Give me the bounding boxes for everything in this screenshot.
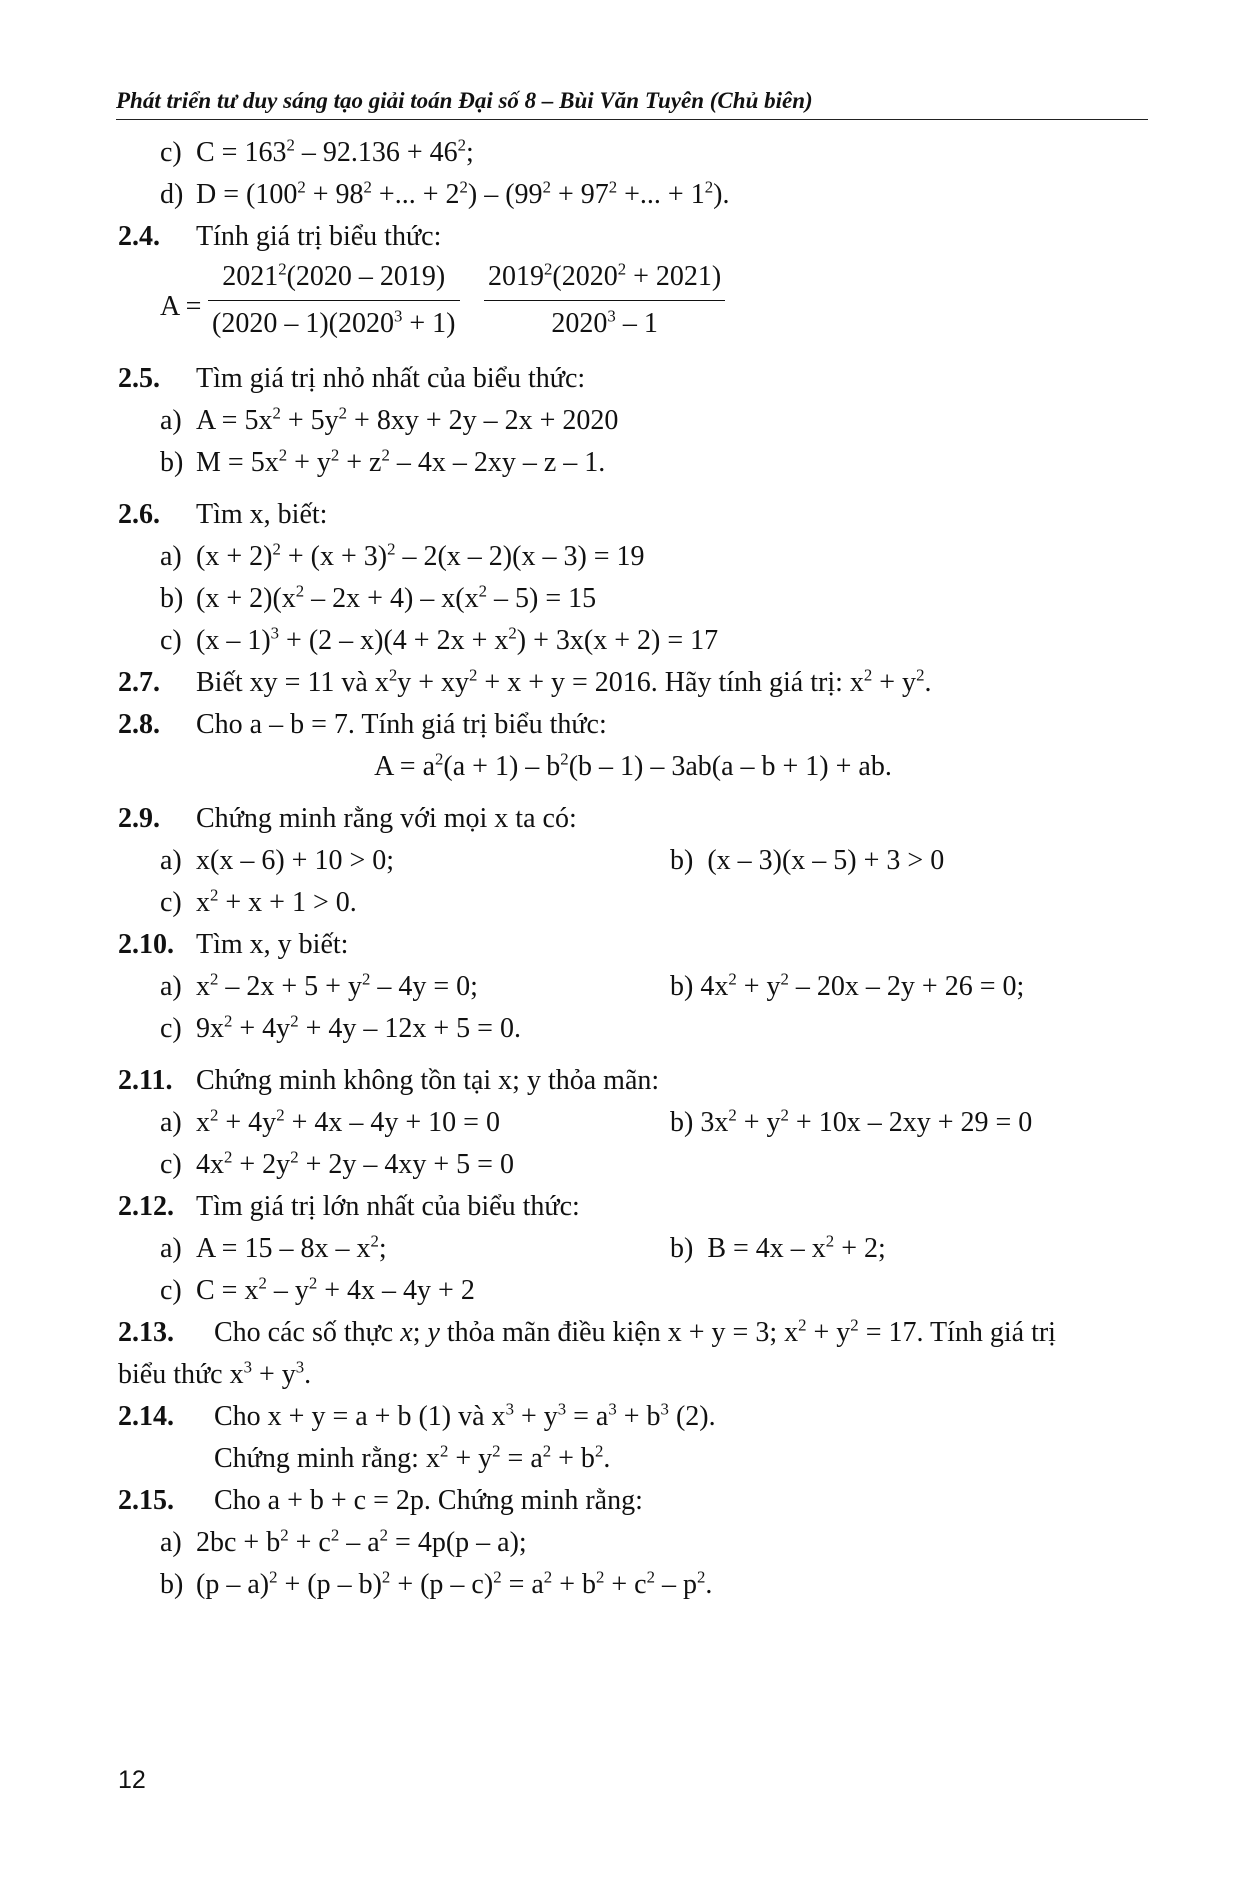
problem-number: 2.8. xyxy=(118,709,160,740)
expression: $9x^2 + 4y^2 + 4y - 12x + 5 = 0$. xyxy=(196,1011,521,1044)
problem-number: 2.5. xyxy=(118,363,160,394)
item-label: a) xyxy=(160,1233,182,1264)
problem-title: Tìm giá trị lớn nhất của biểu thức: xyxy=(196,1191,580,1222)
problem-title: Tính giá trị biểu thức: xyxy=(196,221,442,252)
expression: $4x^2 + 2y^2 + 2y - 4xy + 5 = 0$ xyxy=(196,1147,514,1180)
problem-number: 2.9. xyxy=(118,803,160,834)
item-label: d) xyxy=(160,179,184,210)
problem-statement: Cho các số thực x; y thỏa mãn điều kiện x + y = 3; $x^2 + y^2 = 17$. Tính giá trị xyxy=(214,1315,1056,1348)
item-label: c) xyxy=(160,887,182,918)
problem-number: 2.10. xyxy=(118,929,174,960)
problem-title: Cho a + b + c = 2p. Chứng minh rằng: xyxy=(214,1485,643,1516)
denominator: 2020$^3$ – 1 xyxy=(484,300,725,343)
numerator: $2019^2(2020^2 + 2021)$ xyxy=(488,259,722,292)
problem-heading xyxy=(118,1480,1148,1522)
header-rule xyxy=(116,119,1148,120)
exercise-item xyxy=(118,400,1148,442)
problem-heading xyxy=(118,662,1148,704)
problem-heading xyxy=(118,1060,1148,1102)
item-label: c) xyxy=(160,137,182,168)
exercise-item xyxy=(118,1228,1148,1270)
expression: $x^2 + x + 1 > 0$. xyxy=(196,885,357,918)
problem-number: 2.12. xyxy=(118,1191,174,1222)
problem-number: 2.11. xyxy=(118,1065,173,1096)
problem-heading xyxy=(118,798,1148,840)
problem-statement: Biết xy = 11 và $x^2y + xy^2 + x + y = 2016$. Hãy tính giá trị: $x^2 + y^2$. xyxy=(196,665,932,698)
problem-number: 2.7. xyxy=(118,667,160,698)
exercise-item xyxy=(118,966,1148,1008)
expression: $(x + 2)(x^2 - 2x + 4) - x(x^2 - 5) = 15$ xyxy=(196,581,597,614)
page-content xyxy=(118,132,1148,1606)
item-label: b) xyxy=(160,1569,184,1600)
expression: $A = 15 - 8x - x^2$; xyxy=(196,1231,387,1264)
problem-title: Chứng minh không tồn tại x; y thỏa mãn: xyxy=(196,1065,660,1096)
item-label: a) xyxy=(160,1527,182,1558)
numerator: 2021$^2$(2020 – 2019) xyxy=(222,259,446,292)
expression: $x^2 + 4y^2 + 4x - 4y + 10 = 0$ xyxy=(196,1105,500,1138)
expression-lhs: A = xyxy=(160,291,202,322)
fraction-1 xyxy=(208,258,460,343)
exercise-item xyxy=(118,1270,1148,1312)
running-header: Phát triển tư duy sáng tạo giải toán Đại số 8 – Bùi Văn Tuyên (Chủ biên) xyxy=(116,88,813,113)
fraction-2 xyxy=(484,258,725,343)
expression: $D = (100^2 + 98^2$ +... + $2^2) - (99^2 + 97^2$ +... + $1^2$). xyxy=(196,177,730,210)
expression-b: b) $B = 4x - x^2 + 2$; xyxy=(670,1231,886,1264)
problem-title: Cho a – b = 7. Tính giá trị biểu thức: xyxy=(196,709,607,740)
problem-title: Tìm x, y biết: xyxy=(196,929,349,960)
problem-continuation xyxy=(118,1354,1148,1396)
item-label: c) xyxy=(160,625,182,656)
item-label: b) xyxy=(160,583,184,614)
centered-expression xyxy=(118,746,1148,788)
expression-b: b) $3x^2 + y^2 + 10x - 2xy + 29 = 0$ xyxy=(670,1105,1033,1138)
problem-heading xyxy=(118,358,1148,400)
problem-heading xyxy=(118,494,1148,536)
problem-title: Chứng minh rằng với mọi x ta có: xyxy=(196,803,577,834)
problem-continuation xyxy=(118,1438,1148,1480)
problem-statement: Cho x + y = a + b (1) và $x^3 + y^3 = a^3 + b^3$ (2). xyxy=(214,1399,716,1432)
page-number: 12 xyxy=(118,1766,146,1794)
fraction-expression xyxy=(118,258,1148,358)
expression: $M = 5x^2 + y^2 + z^2 - 4x - 2xy - z - 1$. xyxy=(196,445,606,478)
expression-b: b) $4x^2 + y^2 - 20x - 2y + 26 = 0$; xyxy=(670,969,1025,1002)
expression: $(x + 2)^2 + (x + 3)^2 - 2(x - 2)(x - 3) = 19$ xyxy=(196,539,645,572)
item-label: c) xyxy=(160,1275,182,1306)
exercise-item xyxy=(118,1564,1148,1606)
problem-number: 2.13. xyxy=(118,1317,174,1348)
item-label: c) xyxy=(160,1013,182,1044)
expression: $(x - 1)^3 + (2 - x)(4 + 2x + x^2) + 3x(x + 2) = 17$ xyxy=(196,623,719,656)
item-label: b) xyxy=(160,447,184,478)
item-label: a) xyxy=(160,971,182,1002)
problem-heading xyxy=(118,924,1148,966)
item-label: a) xyxy=(160,845,182,876)
item-label: a) xyxy=(160,405,182,436)
expression: $C = x^2 - y^2 + 4x - 4y + 2$ xyxy=(196,1273,475,1306)
item-label: a) xyxy=(160,541,182,572)
expression: x(x – 6) + 10 > 0; xyxy=(196,845,395,876)
exercise-item xyxy=(118,174,1148,216)
exercise-item xyxy=(118,1522,1148,1564)
expression: biểu thức $x^3 + y^3$. xyxy=(118,1357,312,1390)
expression: $x^2 - 2x + 5 + y^2 - 4y = 0$; xyxy=(196,969,478,1002)
problem-number: 2.6. xyxy=(118,499,160,530)
expression: Chứng minh rằng: $x^2 + y^2 = a^2 + b^2$. xyxy=(214,1441,611,1474)
expression: $A = 5x^2 + 5y^2 + 8xy + 2y - 2x + 2020$ xyxy=(196,403,619,436)
problem-heading xyxy=(118,1186,1148,1228)
exercise-item xyxy=(118,1102,1148,1144)
denominator: $(2020 - 1)(2020^3 + 1)$ xyxy=(208,300,460,343)
item-label: c) xyxy=(160,1149,182,1180)
problem-heading xyxy=(118,1312,1148,1354)
expression: $A = a^2(a + 1) - b^2(b - 1) - 3ab(a - b + 1)$ + ab. xyxy=(374,749,892,782)
item-label: a) xyxy=(160,1107,182,1138)
expression: $2bc + b^2 + c^2 - a^2 = 4p(p - a)$; xyxy=(196,1525,527,1558)
problem-title: Tìm giá trị nhỏ nhất của biểu thức: xyxy=(196,363,586,394)
problem-heading xyxy=(118,1396,1148,1438)
exercise-item xyxy=(118,132,1148,174)
problem-number: 2.4. xyxy=(118,221,160,252)
problem-title: Tìm x, biết: xyxy=(196,499,328,530)
exercise-item xyxy=(118,882,1148,924)
exercise-item xyxy=(118,620,1148,662)
expression: $(p - a)^2 + (p - b)^2 + (p - c)^2 = a^2 + b^2 + c^2 - p^2$. xyxy=(196,1567,713,1600)
exercise-item xyxy=(118,1008,1148,1050)
expression-b: b) (x – 3)(x – 5) + 3 > 0 xyxy=(670,845,945,876)
exercise-item xyxy=(118,442,1148,484)
exercise-item xyxy=(118,840,1148,882)
problem-heading xyxy=(118,216,1148,258)
exercise-item xyxy=(118,536,1148,578)
problem-number: 2.14. xyxy=(118,1401,174,1432)
exercise-item xyxy=(118,578,1148,620)
exercise-item xyxy=(118,1144,1148,1186)
problem-number: 2.15. xyxy=(118,1485,174,1516)
expression: $C = 163^2 - 92.136 + 46^2$; xyxy=(196,135,474,168)
problem-heading xyxy=(118,704,1148,746)
